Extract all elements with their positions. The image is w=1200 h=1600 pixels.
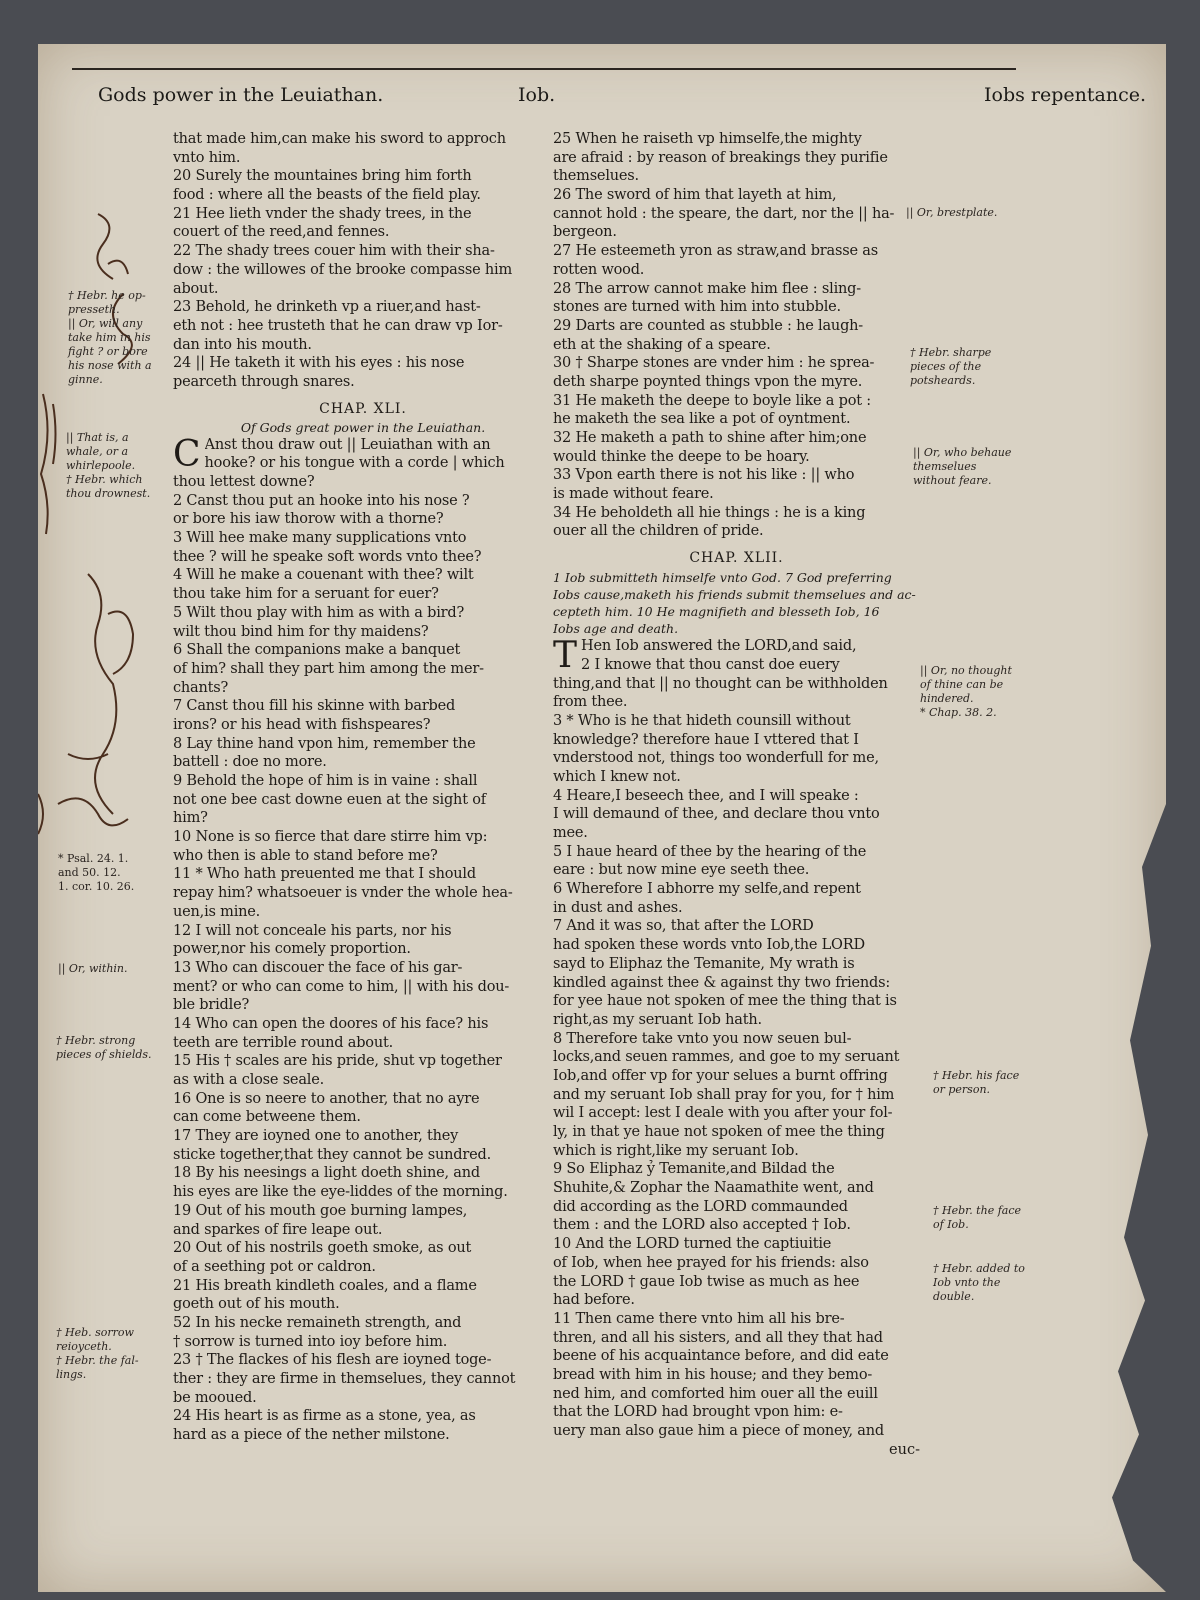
margin-note-right-3: || Or, who behaue themselues without feare. (913, 446, 1012, 487)
right-column (553, 130, 920, 1459)
text-line: mee. (553, 825, 588, 841)
margin-note-left-4: || Or, within. (58, 962, 128, 975)
text-line: beene of his acquaintance before, and did eate (553, 1348, 889, 1365)
chapter-argument-42-line: 1 Iob submitteth himselfe vnto God. 7 God preferring (553, 570, 892, 586)
text-line: 9 Behold the hope of him is in vaine : shall (173, 773, 478, 789)
running-header (98, 84, 1146, 124)
text-line: 19 Out of his mouth goe burning lampes, (173, 1202, 468, 1219)
text-line: battell : doe no more. (173, 754, 327, 771)
text-line: 52 In his necke remaineth strength, and (173, 1314, 462, 1331)
text-line: eth not : hee trusteth that he can draw vp Ior- (173, 317, 503, 334)
text-line: 26 The sword of him that layeth at him, (553, 187, 837, 204)
text-line: 10 And the LORD turned the captiuitie (553, 1236, 832, 1253)
left-column-bottom (173, 433, 553, 1445)
chapter-argument-42-line: Iobs cause,maketh his friends submit themselues and ac- (553, 587, 916, 603)
text-line: 18 By his neesings a light doeth shine, and (173, 1165, 480, 1182)
text-line: had spoken these words vnto Iob,the LORD (553, 937, 865, 954)
text-line: themselues. (553, 168, 639, 185)
text-line: 32 He maketh a path to shine after him;one (553, 430, 867, 446)
text-line: the LORD † gaue Iob twise as much as hee (553, 1273, 860, 1290)
text-line: 3 * Who is he that hideth counsill without (553, 712, 851, 729)
text-line: and sparkes of fire leape out. (173, 1221, 383, 1238)
margin-note-right-1: || Or, brestplate. (906, 206, 998, 219)
text-line: cannot hold : the speare, the dart, nor the || ha- (553, 205, 895, 222)
chapter-argument-41: Of Gods great power in the Leuiathan. (240, 419, 486, 435)
text-line: knowledge? therefore haue I vttered that I (553, 731, 859, 748)
text-line: stones are turned with him into stubble. (553, 299, 841, 316)
drop-cap: C (173, 433, 201, 475)
text-line: or bore his iaw thorow with a thorne? (173, 511, 444, 528)
text-line: 8 Therefore take vnto you now seuen bul- (553, 1030, 852, 1047)
text-line: ouer all the children of pride. (553, 523, 764, 540)
text-line: 25 When he raiseth vp himselfe,the mighty (553, 131, 862, 147)
text-line: thou lettest downe? (173, 474, 315, 490)
text-line: bread with him in his house; and they bemo- (553, 1366, 873, 1383)
text-line: 9 So Eliphaz ỷ Temanite,and Bildad the (553, 1161, 835, 1178)
text-line: 5 I haue heard of thee by the hearing of the (553, 843, 867, 860)
text-line: 24 His heart is as firme as a stone, yea, as (173, 1408, 476, 1425)
text-line: not one bee cast downe euen at the sight of (173, 791, 486, 808)
text-line: 2 I knowe that thou canst doe euery (581, 656, 840, 673)
text-line: 8 Lay thine hand vpon him, remember the (173, 735, 476, 752)
text-line: of him? shall they part him among the mer- (173, 660, 484, 677)
margin-note-right-7: † Hebr. added to Iob vnto the double. (933, 1262, 1025, 1303)
text-line: 5 Wilt thou play with him as with a bird? (173, 604, 465, 621)
text-line: 23 Behold, he drinketh vp a riuer,and hast- (173, 299, 481, 316)
text-line: Shuhite,& Zophar the Naamathite went, and (553, 1180, 874, 1197)
text-line: vnto him. (173, 149, 241, 166)
text-line: hooke? or his tongue with a corde | which (204, 455, 505, 472)
text-line: 4 Will he make a couenant with thee? wilt (173, 567, 474, 584)
text-line: of a seething pot or caldron. (173, 1258, 376, 1275)
text-line: 6 Shall the companions make a banquet (173, 642, 461, 659)
text-line: I will demaund of thee, and declare thou vnto (553, 806, 880, 823)
text-line: 11 Then came there vnto him all his bre- (553, 1310, 845, 1327)
text-line: eth at the shaking of a speare. (553, 336, 771, 353)
text-line: Anst thou draw out || Leuiathan with an (204, 436, 491, 453)
text-line: 20 Out of his nostrils goeth smoke, as out (173, 1240, 472, 1257)
text-line: right,as my seruant Iob hath. (553, 1011, 762, 1028)
text-line: ble bridle? (173, 997, 250, 1014)
text-line: 23 † The flackes of his flesh are ioyned toge- (173, 1352, 492, 1369)
text-line: 2 Canst thou put an hooke into his nose ? (173, 492, 470, 509)
header-left: Gods power in the Leuiathan. (98, 84, 384, 106)
text-line: goeth out of his mouth. (173, 1296, 340, 1313)
left-column-top (173, 130, 553, 392)
text-line: uery man also gaue him a piece of money, and (553, 1423, 884, 1439)
margin-note-right-5: † Hebr. his face or person. (933, 1069, 1020, 1096)
text-line: power,nor his comely proportion. (173, 941, 411, 958)
text-line: from thee. (553, 694, 628, 711)
margin-note-right-4: || Or, no thought of thine can be hindered. * Chap. 38. 2. (920, 664, 1012, 719)
margin-note-left-2: || That is, a whale, or a whirlepoole. † Hebr. which thou drownest. (66, 431, 151, 500)
text-line: about. (173, 280, 219, 297)
text-line: 7 And it was so, that after the LORD (553, 918, 814, 935)
margin-note-right-2: † Hebr. sharpe pieces of the potsheards. (910, 346, 992, 387)
text-line: 14 Who can open the doores of his face? his (173, 1015, 489, 1032)
chapter-heading-41: CHAP. XLI. (319, 400, 407, 417)
text-line: thren, and all his sisters, and all they that had (553, 1329, 883, 1346)
text-line: food : where all the beasts of the field play. (173, 187, 481, 204)
text-line: in dust and ashes. (553, 899, 683, 916)
text-line: thee ? will he speake soft words vnto thee? (173, 548, 482, 565)
text-line: ned him, and comforted him ouer all the euill (553, 1385, 878, 1402)
text-line: Hen Iob answered the LORD,and said, (581, 638, 857, 655)
text-line: 4 Heare,I beseech thee, and I will speake : (553, 787, 859, 804)
text-line: be mooued. (173, 1389, 257, 1406)
text-line: are afraid : by reason of breakings they purifie (553, 149, 888, 166)
text-line: 16 One is so neere to another, that no ayre (173, 1090, 480, 1107)
text-line: locks,and seuen rammes, and goe to my seruant (553, 1049, 900, 1066)
drop-cap: T (553, 635, 578, 677)
text-line: is made without feare. (553, 486, 714, 503)
text-line: dow : the willowes of the brooke compasse him (173, 261, 513, 278)
text-line: he maketh the sea like a pot of oyntment. (553, 411, 851, 428)
text-line: who then is able to stand before me? (173, 847, 438, 864)
left-column (173, 130, 553, 1445)
text-line: sayd to Eliphaz the Temanite, My wrath is (553, 955, 855, 972)
text-line: 12 I will not conceale his parts, nor his (173, 922, 452, 939)
text-line: wilt thou bind him for thy maidens? (173, 623, 429, 640)
text-line: for yee haue not spoken of mee the thing that is (553, 993, 897, 1010)
text-line: teeth are terrible round about. (173, 1034, 394, 1051)
text-line: bergeon. (553, 224, 617, 241)
text-line: uen,is mine. (173, 903, 261, 920)
text-line: him? (173, 810, 208, 827)
torn-edge (1106, 804, 1166, 1592)
text-line: thing,and that || no thought can be withholden (553, 675, 888, 692)
text-line: 33 Vpon earth there is not his like : || who (553, 467, 855, 484)
text-line: deth sharpe poynted things vpon the myre. (553, 373, 863, 390)
text-line: kindled against thee & against thy two friends: (553, 974, 891, 991)
bible-page (38, 44, 1166, 1592)
text-line: hard as a piece of the nether milstone. (173, 1427, 450, 1444)
text-line: which I knew not. (553, 768, 681, 785)
text-line: 34 He beholdeth all hie things : he is a king (553, 504, 866, 521)
right-column-bottom (553, 637, 920, 1441)
text-line: 31 He maketh the deepe to boyle like a pot : (553, 392, 871, 409)
right-column-top (553, 130, 920, 541)
chapter-argument-42-line: cepteth him. 10 He magnifieth and blesseth Iob, 16 (553, 604, 880, 620)
text-line: them : and the LORD also accepted † Iob. (553, 1217, 851, 1234)
header-right: Iobs repentance. (984, 84, 1146, 106)
text-line: 24 || He taketh it with his eyes : his nose (173, 355, 465, 372)
text-line: which is right,like my seruant Iob. (553, 1142, 799, 1159)
text-line: wil I accept: lest I deale with you after your fol- (553, 1105, 893, 1122)
text-line: 7 Canst thou fill his skinne with barbed (173, 698, 456, 715)
catchword: euc- (889, 1441, 920, 1458)
text-line: ther : they are firme in themselues, they cannot (173, 1371, 516, 1387)
text-line: would thinke the deepe to be hoary. (553, 448, 810, 465)
margin-note-left-5: † Hebr. strong pieces of shields. (56, 1034, 152, 1061)
text-line: had before. (553, 1292, 635, 1309)
text-line: did according as the LORD commaunded (553, 1198, 848, 1215)
margin-note-left-3: * Psal. 24. 1. and 50. 12. 1. cor. 10. 26. (58, 852, 135, 893)
text-line: ment? or who can come to him, || with his dou- (173, 978, 510, 995)
text-line: of Iob, when hee prayed for his friends: also (553, 1254, 869, 1271)
text-line: couert of the reed,and fennes. (173, 224, 390, 241)
text-line: 21 Hee lieth vnder the shady trees, in the (173, 205, 472, 222)
text-line: that the LORD had brought vpon him: e- (553, 1404, 843, 1421)
text-line: 11 * Who hath preuented me that I should (173, 866, 476, 883)
text-line: thou take him for a seruant for euer? (173, 586, 439, 603)
margin-note-right-6: † Hebr. the face of Iob. (933, 1204, 1021, 1231)
text-line: 21 His breath kindleth coales, and a flame (173, 1277, 477, 1294)
text-line: vnderstood not, things too wonderfull for me, (553, 750, 879, 767)
text-line: ly, in that ye haue not spoken of mee the thing (553, 1124, 885, 1140)
header-center: Iob. (518, 84, 556, 106)
text-line: and my seruant Iob shall pray for you, for † him (553, 1086, 895, 1103)
text-line: irons? or his head with fishspeares? (173, 716, 431, 733)
text-line: 22 The shady trees couer him with their sha- (173, 243, 495, 260)
text-line: † sorrow is turned into ioy before him. (173, 1333, 448, 1350)
text-line: his eyes are like the eye-liddes of the morning. (173, 1184, 508, 1201)
text-line: eare : but now mine eye seeth thee. (553, 862, 810, 879)
text-line: 27 He esteemeth yron as straw,and brasse as (553, 243, 878, 260)
text-line: 3 Will hee make many supplications vnto (173, 530, 467, 547)
text-line: pearceth through snares. (173, 373, 355, 390)
chapter-heading-42: CHAP. XLII. (689, 550, 784, 567)
chapter-argument-42-line: Iobs age and death. (553, 621, 679, 637)
text-line: 29 Darts are counted as stubble : he laugh- (553, 317, 863, 334)
text-line: dan into his mouth. (173, 336, 312, 353)
text-line: 6 Wherefore I abhorre my selfe,and repent (553, 881, 861, 898)
text-line: 15 His † scales are his pride, shut vp together (173, 1053, 502, 1070)
text-line: 20 Surely the mountaines bring him forth (173, 168, 472, 185)
text-line: repay him? whatsoeuer is vnder the whole hea- (173, 885, 513, 902)
text-line: 28 The arrow cannot make him flee : sling- (553, 280, 861, 297)
text-line: sticke together,that they cannot be sundred. (173, 1146, 491, 1163)
text-line: as with a close seale. (173, 1072, 324, 1088)
margin-note-left-1: † Hebr. he op- presseth. || Or, will any take him in his fight ? or bore his nose with a ginne. (68, 289, 152, 386)
text-line: rotten wood. (553, 261, 645, 278)
text-line: 17 They are ioyned one to another, they (173, 1128, 459, 1145)
text-line: 13 Who can discouer the face of his gar- (173, 959, 463, 976)
text-line: that made him,can make his sword to approch (173, 131, 506, 147)
text-line: can come betweene them. (173, 1109, 361, 1126)
text-line: 30 † Sharpe stones are vnder him : he sprea- (553, 355, 875, 372)
text-line: 10 None is so fierce that dare stirre him vp: (173, 829, 488, 846)
text-line: Iob,and offer vp for your selues a burnt offring (553, 1067, 888, 1084)
margin-note-left-6: † Heb. sorrow reioyceth. † Hebr. the fal- lings. (56, 1326, 139, 1381)
header-rule (72, 68, 1016, 70)
text-line: chants? (173, 679, 229, 696)
